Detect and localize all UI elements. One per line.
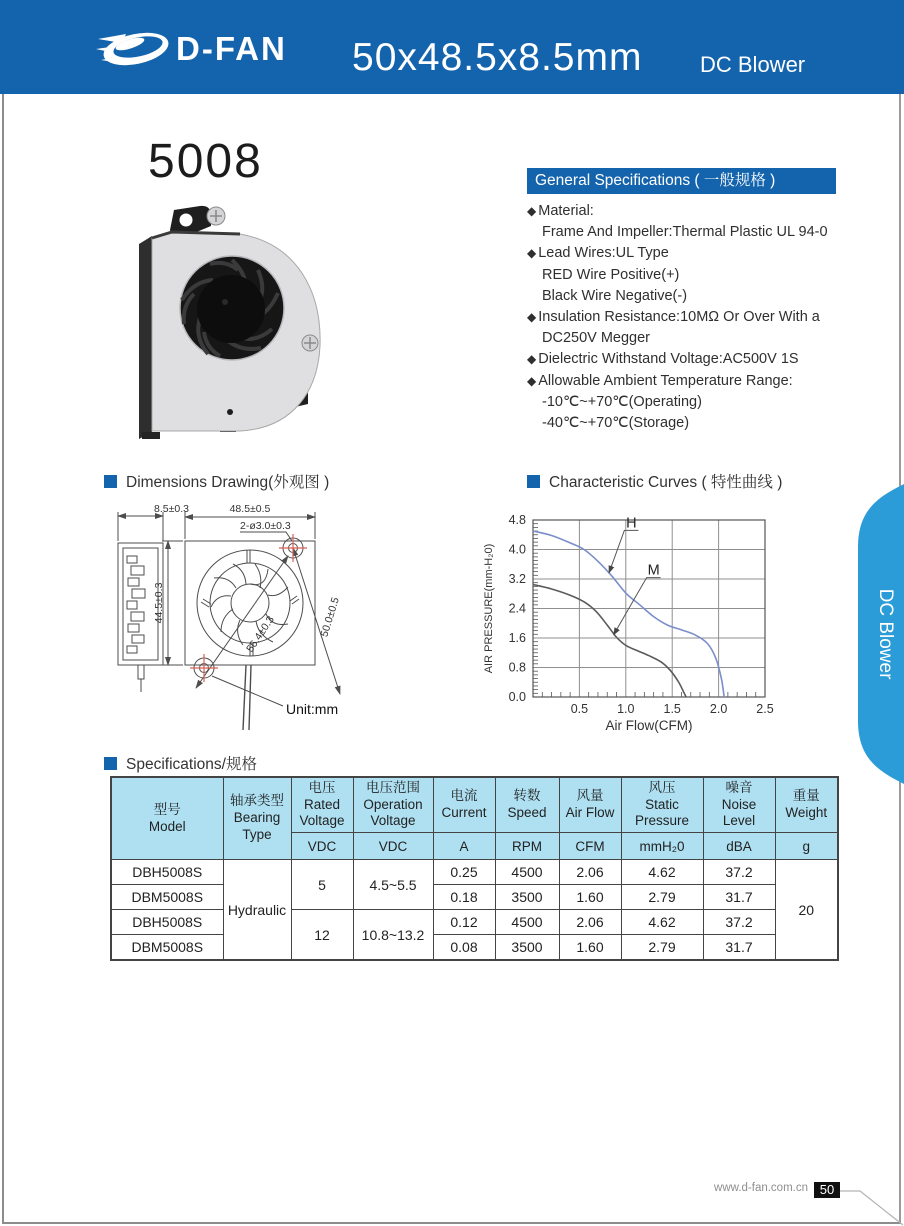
characteristic-curves-chart — [478, 498, 788, 753]
page-number-badge: 50 — [814, 1182, 840, 1198]
product-photo — [112, 196, 342, 446]
unit-label: Unit:mm — [286, 701, 339, 717]
header-banner — [0, 0, 904, 94]
brand-name: D-FAN — [176, 30, 287, 67]
spec-line: -10℃~+70℃(Operating) — [542, 393, 702, 410]
spec-line: -40℃~+70℃(Storage) — [542, 415, 690, 432]
svg-text:M: M — [647, 562, 660, 579]
general-specs-list — [527, 201, 836, 434]
svg-text:3.2: 3.2 — [508, 572, 526, 586]
dim-depth: 8.5±0.3 — [154, 503, 189, 515]
spec-line: ◆ Material: — [527, 203, 594, 219]
diamond-bullet-icon: ◆ — [527, 373, 537, 388]
fan-swirl-icon — [96, 27, 170, 71]
table-row: DBH5008S 12 10.8~13.2 0.12 4500 2.06 4.62 37.2 — [111, 910, 838, 935]
svg-text:2.4: 2.4 — [508, 601, 526, 616]
svg-text:0.5: 0.5 — [570, 702, 589, 716]
svg-text:AIR PRESSURE(mm-H₂0): AIR PRESSURE(mm-H₂0) — [483, 543, 495, 674]
dimensions-drawing — [100, 496, 500, 740]
spec-line: ◆ Lead Wires:UL Type — [527, 245, 669, 262]
svg-text:1.5: 1.5 — [663, 702, 681, 716]
dim-holes: 2-ø3.0±0.3 — [240, 520, 291, 532]
table-header-row: 型号 Model 轴承类型 Bearing Type 电压 Rated Voltage 电压范围 Operation Voltage 电流 Current 转数 Speed 风量 Air Flow 风压 Static Pressure 噪音 Noise Level 重量 Weight — [111, 777, 838, 833]
table-row: DBM5008S 0.08 3500 1.60 2.79 31.7 — [111, 935, 838, 961]
table-row: DBM5008S 0.18 3500 1.60 2.79 31.7 — [111, 885, 838, 910]
side-tab-label: DC Blower — [875, 588, 896, 680]
svg-text:4.0: 4.0 — [508, 542, 526, 557]
svg-text:Air Flow(CFM): Air Flow(CFM) — [605, 718, 693, 733]
svg-text:2.5: 2.5 — [756, 702, 774, 716]
spec-line: RED Wire Positive(+) — [542, 266, 680, 283]
brand-logo — [96, 26, 287, 72]
svg-text:0.8: 0.8 — [508, 660, 526, 675]
curves-section-title: Characteristic Curves ( 特性曲线 ) — [527, 470, 782, 492]
specifications-table — [110, 776, 839, 961]
side-tab — [850, 484, 904, 784]
corner-line — [840, 1182, 904, 1226]
website-url: www.d-fan.com.cn — [714, 1182, 808, 1194]
dimensions-section-title: Dimensions Drawing(外观图 ) — [104, 470, 329, 492]
dim-width: 48.5±0.5 — [229, 503, 271, 515]
diamond-bullet-icon: ◆ — [527, 310, 537, 325]
diamond-bullet-icon: ◆ — [527, 246, 537, 261]
spec-line: Frame And Impeller:Thermal Plastic UL 94-0 — [542, 224, 828, 241]
svg-text:1.6: 1.6 — [508, 631, 526, 645]
spec-line: DC250V Megger — [542, 330, 650, 347]
dim-height-right: 50.0±0.5 — [318, 595, 342, 639]
dim-diagonal: 56.4±0.3 — [244, 614, 277, 655]
blue-square-bullet-icon — [527, 475, 540, 488]
diamond-bullet-icon: ◆ — [527, 204, 537, 218]
diamond-bullet-icon: ◆ — [527, 352, 537, 367]
spec-line: Black Wire Negative(-) — [542, 287, 688, 304]
svg-text:0.0: 0.0 — [508, 690, 526, 704]
svg-text:4.8: 4.8 — [508, 513, 526, 527]
spec-line: ◆ Insulation Resistance:10MΩ Or Over With a — [527, 309, 820, 326]
blue-square-bullet-icon — [104, 475, 117, 488]
spec-table-section-title: Specifications/规格 — [104, 752, 257, 774]
blue-square-bullet-icon — [104, 757, 117, 770]
svg-text:1.0: 1.0 — [617, 702, 635, 716]
model-number: 5008 — [148, 135, 263, 188]
table-row: DBH5008S Hydraulic 5 4.5~5.5 0.25 4500 2.06 4.62 37.2 20 — [111, 860, 838, 885]
spec-line: ◆ Allowable Ambient Temperature Range: — [527, 372, 793, 389]
page-title: 50x48.5x8.5mm — [352, 36, 643, 79]
svg-text:H: H — [626, 515, 637, 532]
dim-height-left: 44.5±0.3 — [153, 582, 165, 624]
category-label: DC Blower — [700, 52, 806, 77]
general-specs-panel — [527, 168, 836, 434]
table-unit-row: VDC VDC A RPM CFM mmH₂0 dBA g — [111, 833, 838, 860]
spec-line: ◆ Dielectric Withstand Voltage:AC500V 1S — [527, 351, 799, 368]
general-specs-title: General Specifications ( 一般规格 ) — [527, 168, 836, 194]
svg-text:2.0: 2.0 — [709, 702, 728, 716]
